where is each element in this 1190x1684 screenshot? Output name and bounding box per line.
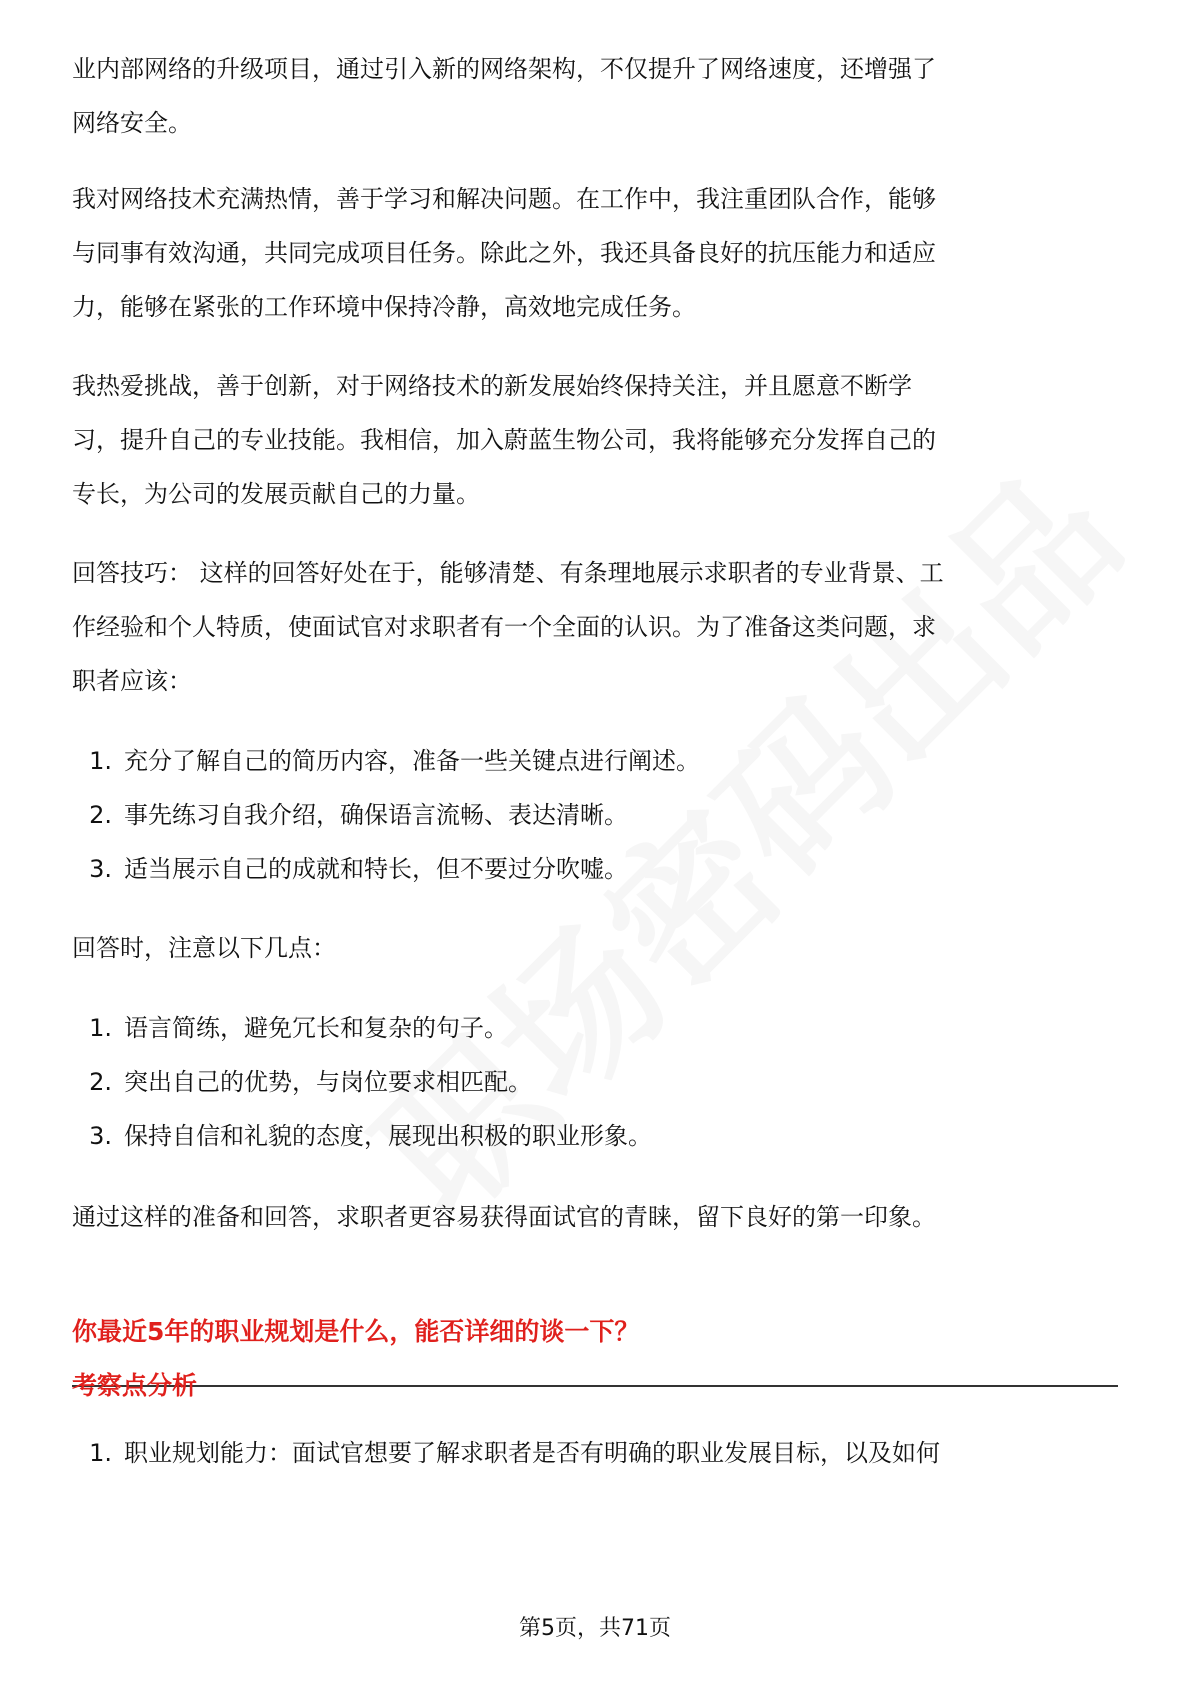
question-title: 你最近5年的职业规划是什么，能否详细的谈一下？ — [72, 1317, 640, 1346]
list-item — [72, 734, 1122, 788]
list-number: 2. — [89, 1068, 112, 1096]
paragraph-2 — [72, 172, 1122, 334]
paragraph-line: 作经验和个人特质，使面试官对求职者有一个全面的认识。为了准备这类问题，求 — [72, 613, 936, 641]
list-item — [72, 1109, 1122, 1163]
page-footer: 第5页，共71页 — [519, 1616, 671, 1641]
list-number: 1. — [89, 1014, 112, 1042]
list-item — [72, 788, 1122, 842]
paragraph-line: 职者应该： — [72, 667, 192, 695]
list-item — [72, 1426, 1122, 1480]
list-item — [72, 1001, 1122, 1055]
preparation-list — [72, 734, 1122, 896]
list-text: 语言简练，避免冗长和复杂的句子。 — [124, 1014, 508, 1042]
paragraph-line: 力，能够在紧张的工作环境中保持冷静，高效地完成任务。 — [72, 293, 696, 321]
paragraph-line: 我对网络技术充满热情，善于学习和解决问题。在工作中，我注重团队合作，能够 — [72, 185, 936, 213]
attention-heading-paragraph: 回答时，注意以下几点： — [72, 934, 336, 962]
attention-list — [72, 1001, 1122, 1163]
list-number: 2. — [89, 801, 112, 829]
paragraph-line: 网络安全。 — [72, 109, 192, 137]
list-text: 充分了解自己的简历内容，准备一些关键点进行阐述。 — [124, 747, 700, 775]
list-item — [72, 842, 1122, 896]
list-item — [72, 1055, 1122, 1109]
list-number: 1. — [89, 747, 112, 775]
list-number: 3. — [89, 1122, 112, 1150]
analysis-heading: 考察点分析 — [72, 1371, 198, 1400]
paragraph-line: 习，提升自己的专业技能。我相信，加入蔚蓝生物公司，我将能够充分发挥自己的 — [72, 426, 936, 454]
paragraph-line: 回答技巧： 这样的回答好处在于，能够清楚、有条理地展示求职者的专业背景、工 — [72, 559, 944, 587]
paragraph-1 — [72, 42, 1122, 150]
paragraph-line: 与同事有效沟通，共同完成项目任务。除此之外，我还具备良好的抗压能力和适应 — [72, 239, 936, 267]
analysis-list — [72, 1426, 1122, 1480]
list-text: 事先练习自我介绍，确保语言流畅、表达清晰。 — [124, 801, 628, 829]
answer-tips-paragraph — [72, 546, 1122, 708]
list-text: 职业规划能力：面试官想要了解求职者是否有明确的职业发展目标，以及如何 — [124, 1439, 940, 1467]
list-text: 保持自信和礼貌的态度，展现出积极的职业形象。 — [124, 1122, 652, 1150]
list-number: 1. — [89, 1439, 112, 1467]
section-divider — [72, 1385, 1118, 1387]
list-number: 3. — [89, 855, 112, 883]
paragraph-line: 业内部网络的升级项目，通过引入新的网络架构，不仅提升了网络速度，还增强了 — [72, 55, 936, 83]
list-text: 适当展示自己的成就和特长，但不要过分吹嘘。 — [124, 855, 628, 883]
paragraph-3 — [72, 359, 1122, 521]
list-text: 突出自己的优势，与岗位要求相匹配。 — [124, 1068, 532, 1096]
paragraph-line: 专长，为公司的发展贡献自己的力量。 — [72, 480, 480, 508]
paragraph-line: 我热爱挑战，善于创新，对于网络技术的新发展始终保持关注，并且愿意不断学 — [72, 372, 912, 400]
closing-paragraph: 通过这样的准备和回答，求职者更容易获得面试官的青睐，留下良好的第一印象。 — [72, 1203, 936, 1231]
